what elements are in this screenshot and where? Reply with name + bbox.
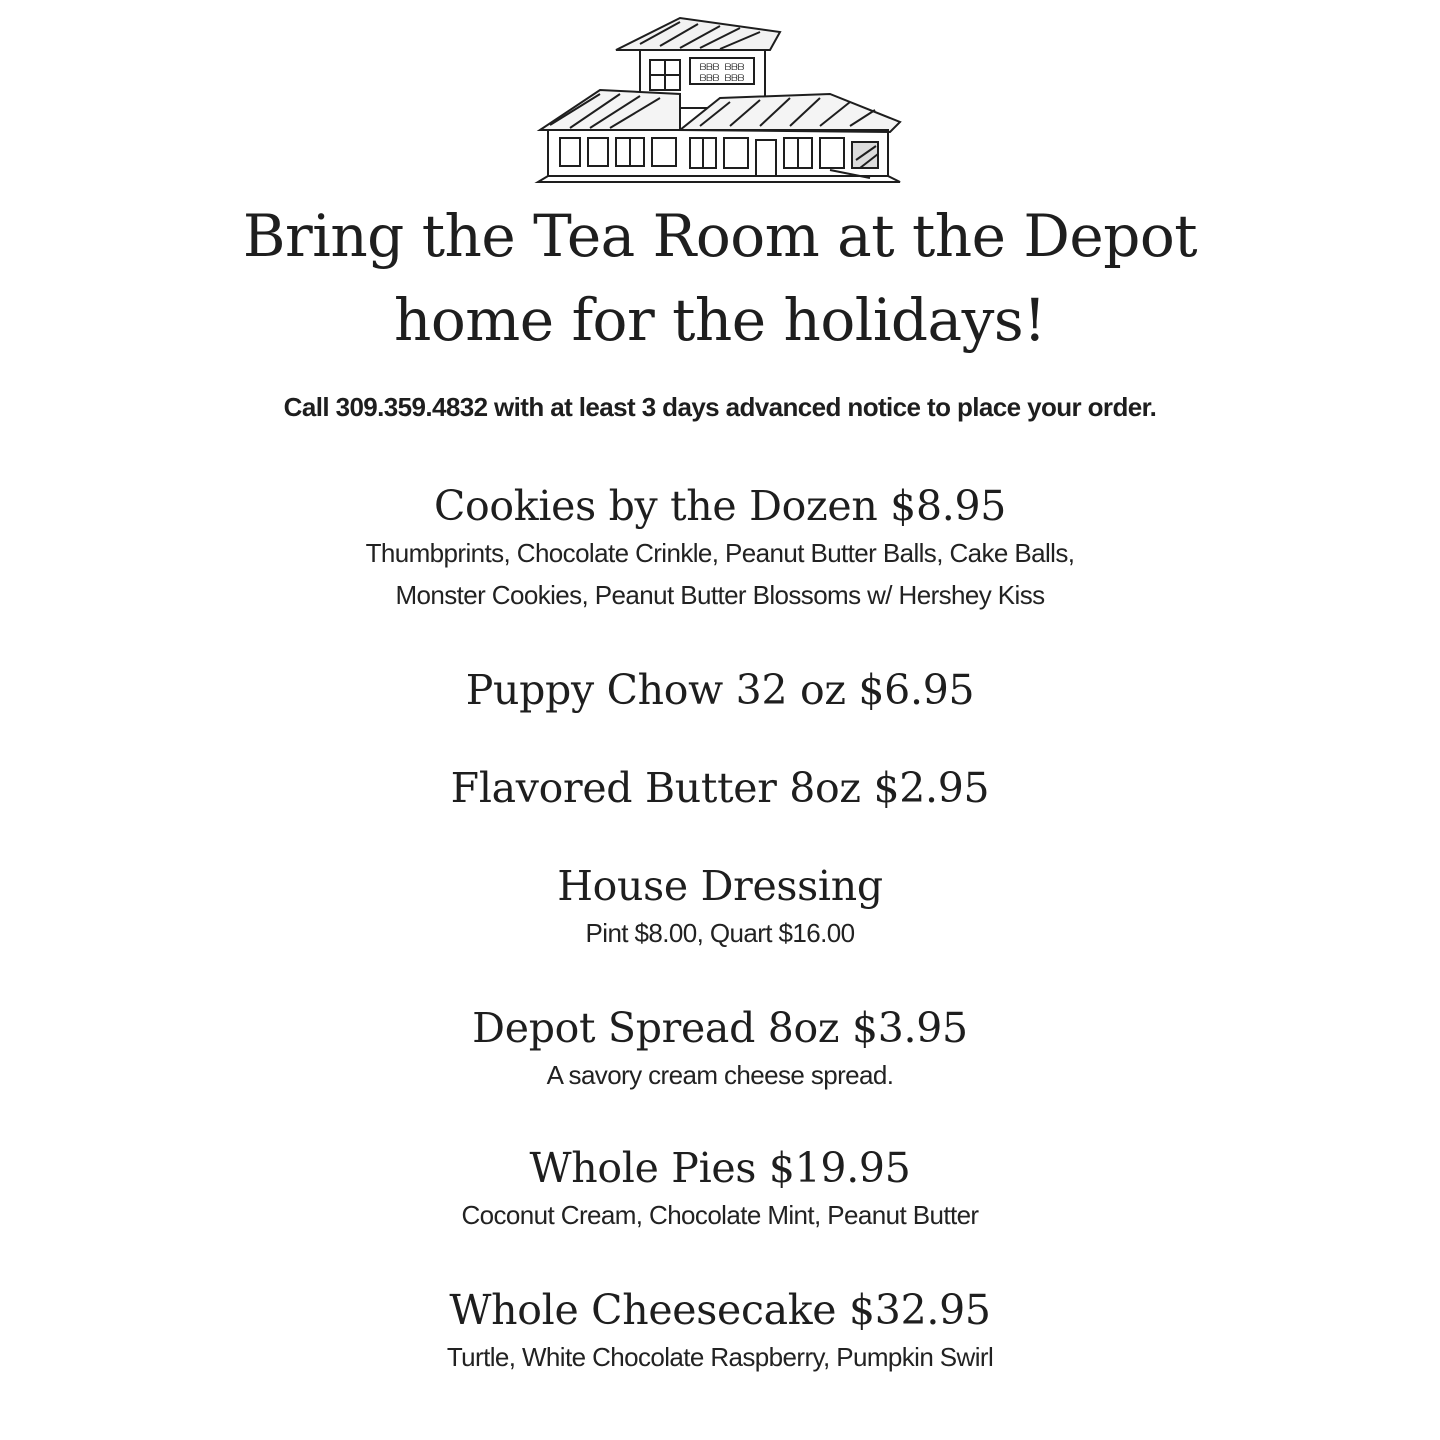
svg-text:ᗷᗷᗷ ᗷᗷᗷ: ᗷᗷᗷ ᗷᗷᗷ [699,63,745,73]
menu-item-whole-cheesecake [0,1284,1440,1378]
menu-item-desc: Turtle, White Chocolate Raspberry, Pumpkin Swirl [446,1342,994,1372]
menu-item-desc: A savory cream cheese spread. [546,1060,894,1090]
menu-item-name: Cookies by the Dozen $8.95 [433,482,1007,530]
menu-item-name: Puppy Chow 32 oz $6.95 [465,666,975,714]
menu-item-depot-spread [0,1002,1440,1096]
depot-building-icon [530,10,910,190]
menu-item-name: Whole Cheesecake $32.95 [449,1286,991,1334]
menu-item-desc: Thumbprints, Chocolate Crinkle, Peanut Butter Balls, Cake Balls, [365,538,1075,568]
menu-item-desc: Coconut Cream, Chocolate Mint, Peanut Butter [461,1200,979,1230]
menu-item-house-dressing [0,860,1440,954]
menu-item-name: Flavored Butter 8oz $2.95 [450,764,990,812]
headline-line-2: home for the holidays! [394,286,1046,354]
menu-item-desc: Monster Cookies, Peanut Butter Blossoms w/ Hershey Kiss [395,580,1045,610]
menu-item-puppy-chow [0,664,1440,716]
svg-text:ᗷᗷᗷ ᗷᗷᗷ: ᗷᗷᗷ ᗷᗷᗷ [699,74,745,84]
order-notice: Call 309.359.4832 with at least 3 days advanced notice to place your order. [283,392,1157,422]
menu-item-name: Whole Pies $19.95 [529,1144,911,1192]
menu-item-name: Depot Spread 8oz $3.95 [472,1004,968,1052]
menu-item-flavored-butter [0,762,1440,814]
menu-item-whole-pies [0,1142,1440,1236]
menu-item-cookies [0,480,1440,616]
menu-item-name: House Dressing [557,862,883,910]
headline-line-1: Bring the Tea Room at the Depot [242,202,1198,270]
menu-item-desc: Pint $8.00, Quart $16.00 [585,918,855,948]
